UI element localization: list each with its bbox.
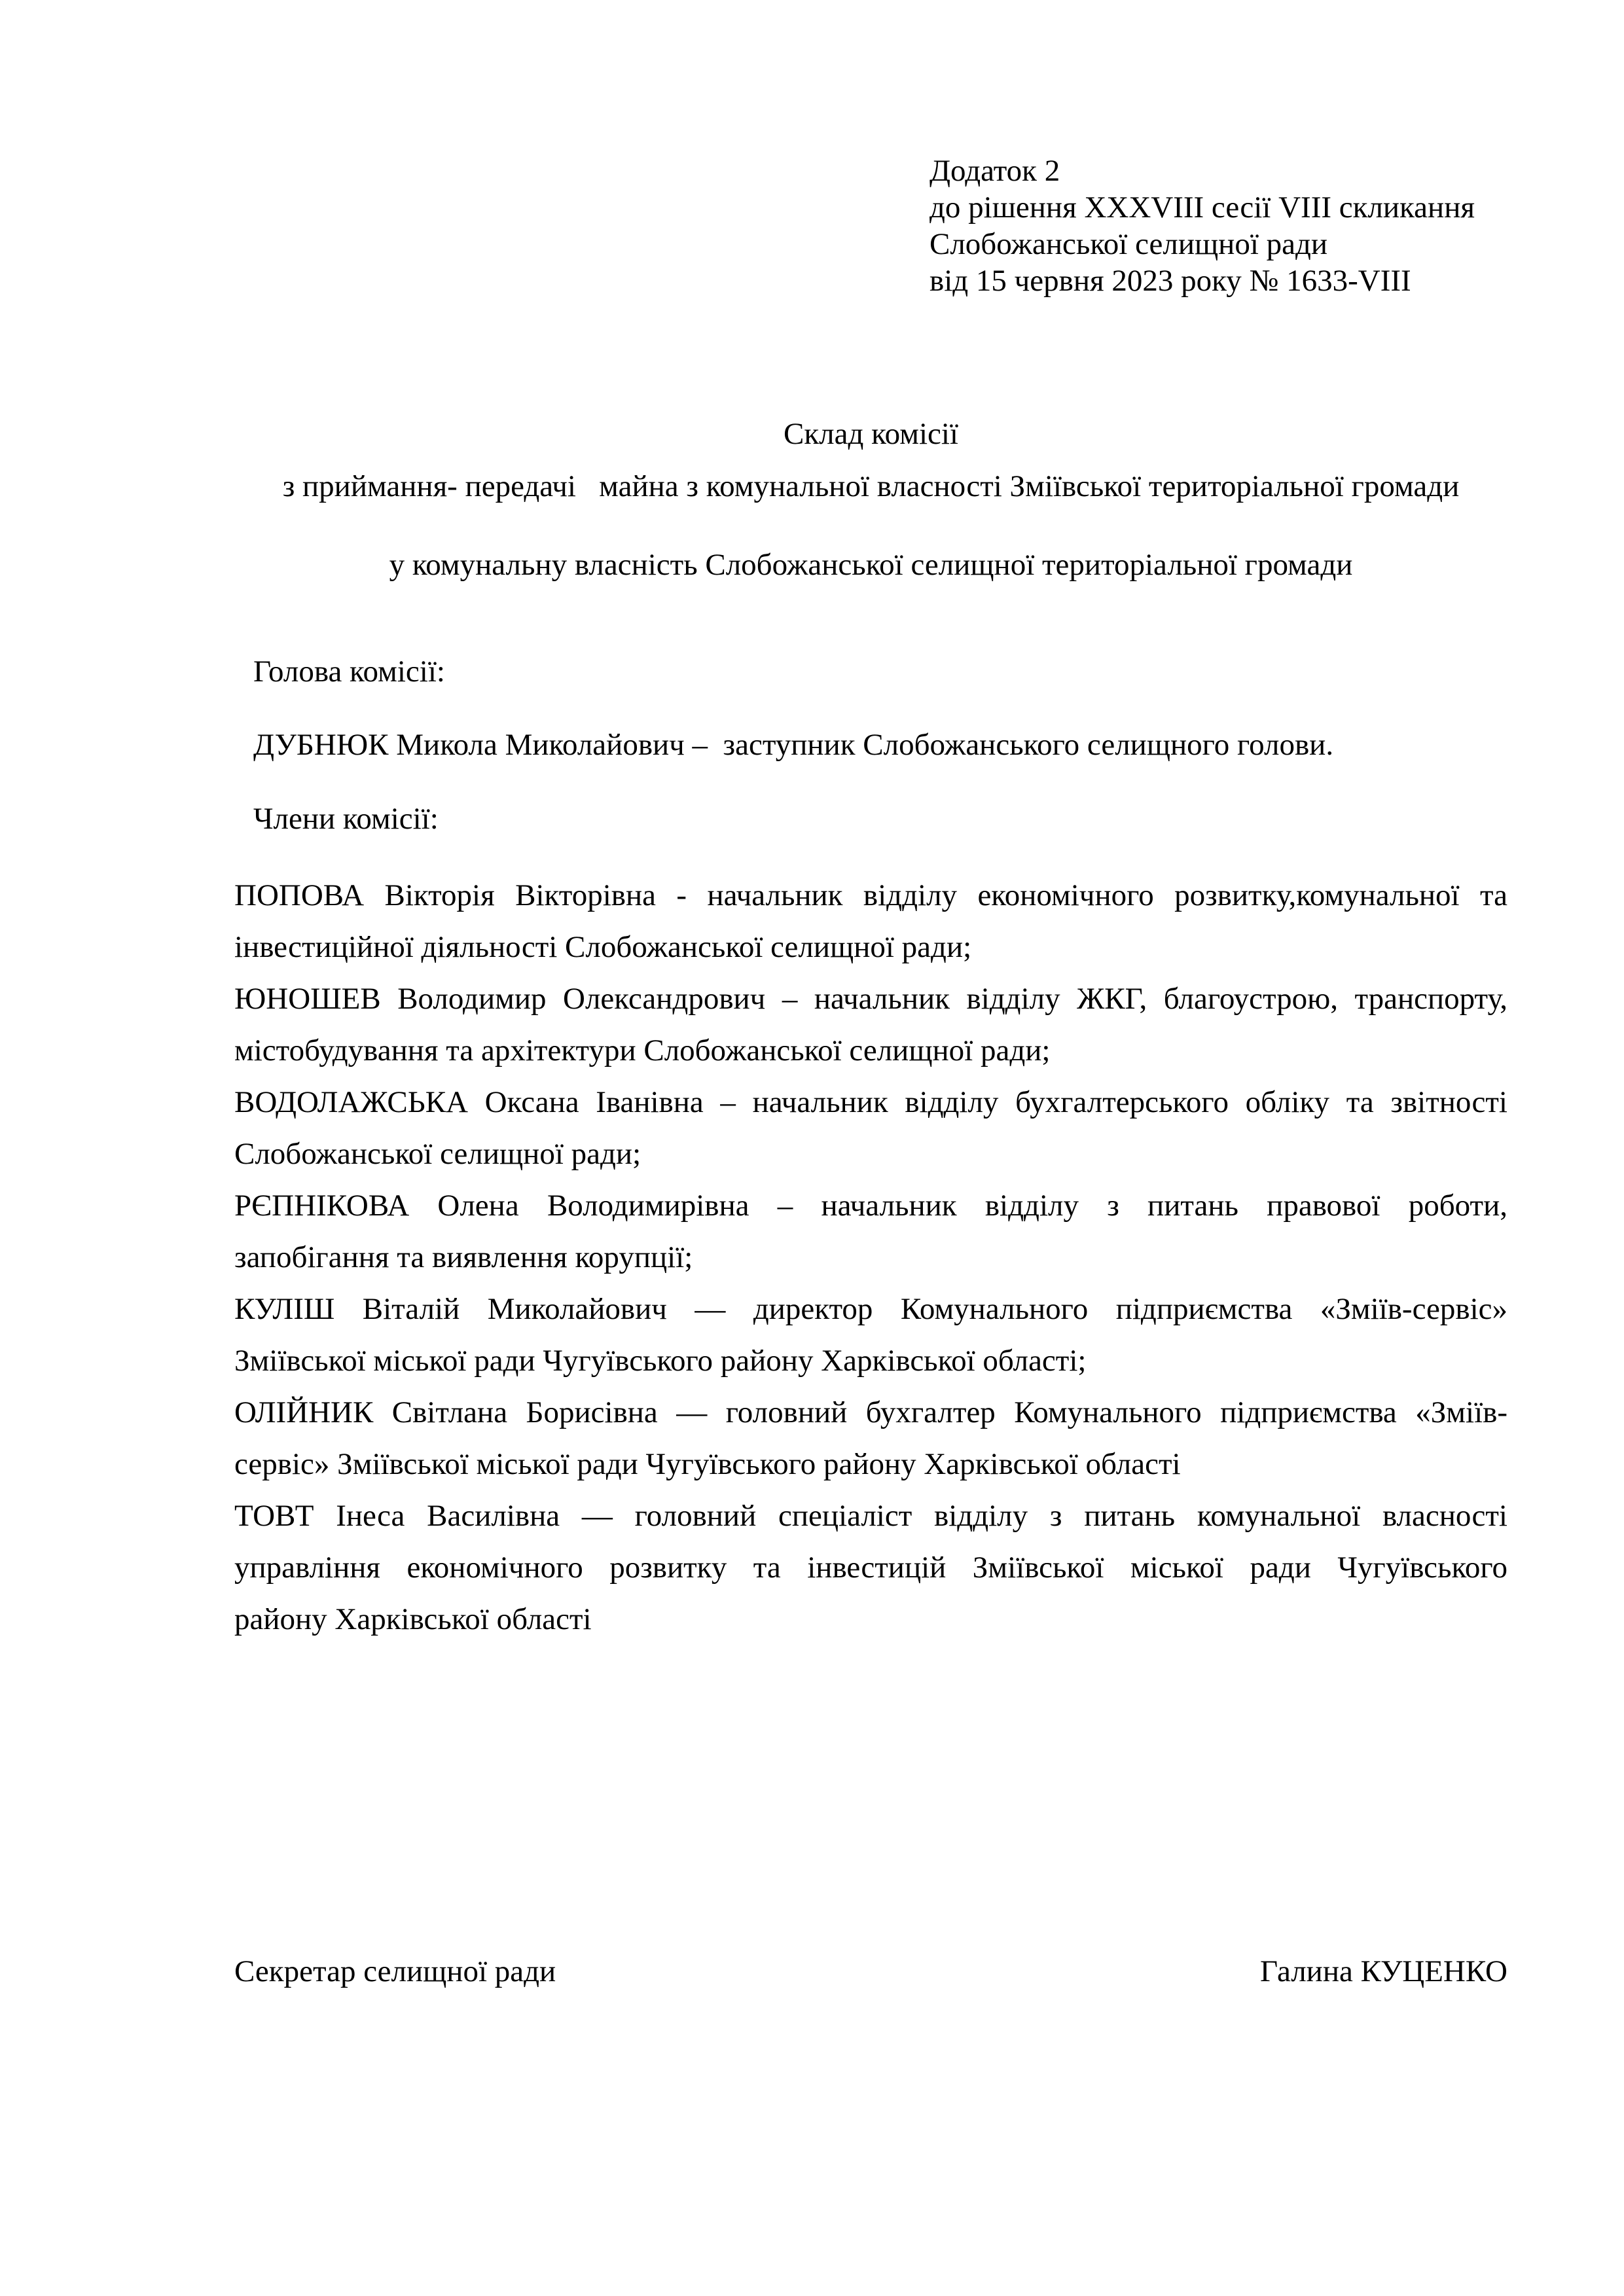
- member-line: ЮНОШЕВ Володимир Олександрович – начальник відділу ЖКГ, благоустрою, транспорту,: [234, 982, 1507, 1016]
- chairman-label: Голова комісії:: [253, 655, 445, 689]
- member-line: інвестиційної діяльності Слобожанської селищної ради;: [234, 930, 972, 964]
- member-line: ВОДОЛАЖСЬКА Оксана Іванівна – начальник відділу бухгалтерського обліку та звітності: [234, 1085, 1507, 1119]
- member-line: Слобожанської селищної ради;: [234, 1137, 641, 1171]
- decision-reference: до рішення XXXVIII сесії VIII скликання: [929, 190, 1475, 224]
- member-line: сервіс» Зміївської міської ради Чугуївського району Харківської області: [234, 1447, 1181, 1481]
- member-line: КУЛІШ Віталій Миколайович — директор Комунального підприємства «Зміїв-сервіс»: [234, 1292, 1507, 1326]
- document-title-block: [234, 408, 1507, 591]
- signature-name: Галина КУЦЕНКО: [1259, 1954, 1507, 1988]
- member-line: ТОВТ Інеса Василівна — головний спеціаліст відділу з питань комунальної власності: [234, 1499, 1507, 1533]
- title-line-1: Склад комісії: [784, 417, 958, 451]
- member-line: містобудування та архітектури Слобожанської селищної ради;: [234, 1033, 1051, 1067]
- member-line: Зміївської міської ради Чугуївського району Харківської області;: [234, 1344, 1087, 1378]
- member-line: району Харківської області: [234, 1602, 592, 1636]
- members-list: [234, 870, 1507, 1645]
- decision-date-number: від 15 червня 2023 року № 1633-VIII: [929, 264, 1411, 298]
- title-line-2: з приймання- передачі майна з комунальної власності Зміївської територіальної громади: [282, 469, 1460, 503]
- member-line: РЄПНІКОВА Олена Володимирівна – начальник відділу з питань правової роботи,: [234, 1189, 1507, 1223]
- members-label: Члени комісії:: [253, 802, 439, 836]
- appendix-header-block: [929, 152, 1475, 299]
- member-line: ПОПОВА Вікторія Вікторівна - начальник відділу економічного розвитку,комунальної та: [234, 878, 1507, 912]
- member-line: управління економічного розвитку та інвестицій Зміївської міської ради Чугуївського: [234, 1551, 1507, 1585]
- chairman-entry: ДУБНЮК Микола Миколайович – заступник Слобожанського селищного голови.: [253, 728, 1334, 762]
- signature-row: [234, 1946, 1507, 1998]
- member-line: ОЛІЙНИК Світлана Борисівна — головний бухгалтер Комунального підприємства «Зміїв-: [234, 1395, 1507, 1429]
- signature-position: Секретар селищної ради: [234, 1954, 556, 1988]
- council-name: Слобожанської селищної ради: [929, 227, 1328, 261]
- member-line: запобігання та виявлення корупції;: [234, 1240, 693, 1274]
- appendix-number: Додаток 2: [929, 154, 1060, 188]
- title-line-3: у комунальну власність Слобожанської селищної територіальної громади: [389, 548, 1353, 582]
